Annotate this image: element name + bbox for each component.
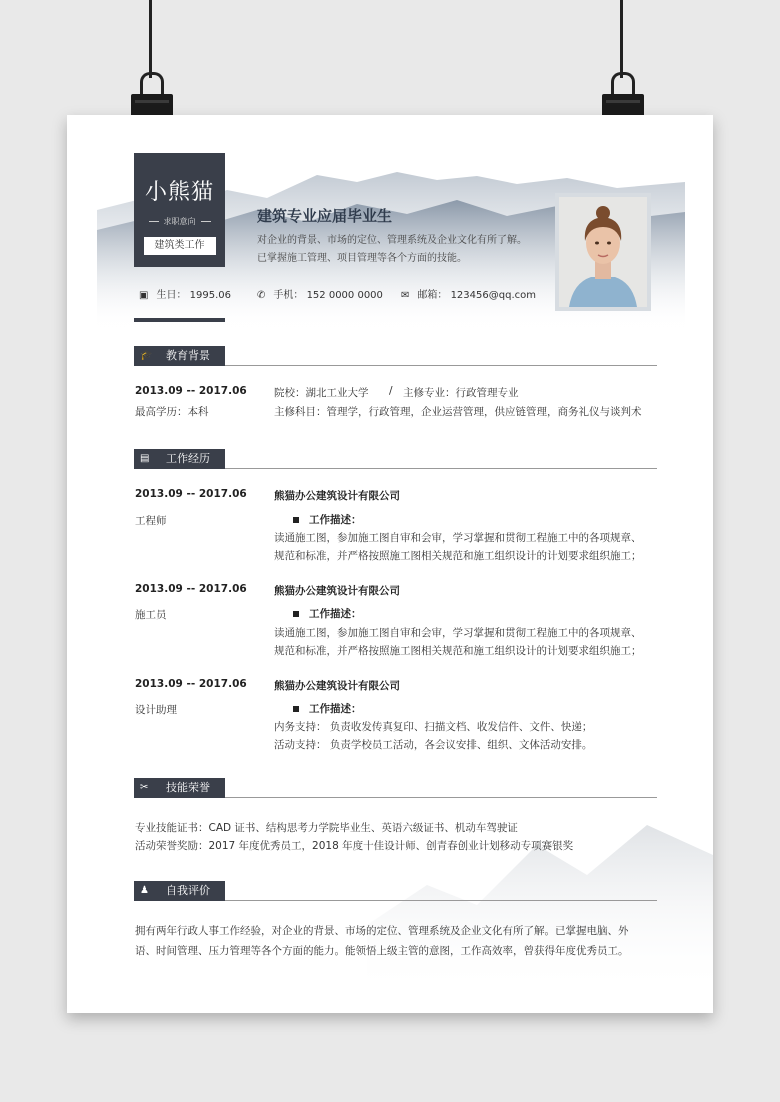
person-icon: ♟ (140, 885, 149, 896)
resume-paper (67, 115, 713, 1013)
candidate-name: 小熊猫 (144, 180, 214, 205)
edu-sep: / (389, 385, 393, 397)
job-company: 熊猫办公建筑设计有限公司 (274, 585, 400, 597)
bullet-icon (293, 706, 299, 712)
edu-degree: 最高学历：本科 (135, 406, 209, 418)
section-title: 工作经历 (166, 452, 210, 465)
job-company: 熊猫办公建筑设计有限公司 (274, 680, 400, 692)
self-line: 语、时间管理、压力管理等各个方面的能力。能领悟上级主管的意图，工作高效率，曾获得年度优秀员工。 (135, 945, 629, 957)
job-date: 2013.09 -- 2017.06 (135, 678, 247, 690)
edu-school: 院校：湖北工业大学 (274, 387, 369, 399)
job-desc-line: 读通施工图，参加施工图自审和会审，学习掌握和贯彻工程施工中的各项规章、 (274, 532, 642, 544)
graduation-cap-icon: 🎓 (140, 350, 153, 361)
job-desc-title: 工作描述： (293, 606, 362, 621)
job-date: 2013.09 -- 2017.06 (135, 583, 247, 595)
edu-major: 主修专业：行政管理专业 (403, 387, 519, 399)
job-desc-title: 工作描述： (293, 512, 362, 527)
bullet-icon (293, 517, 299, 523)
section-title: 技能荣誉 (166, 781, 210, 794)
bullet-icon (293, 611, 299, 617)
self-line: 拥有两年行政人事工作经验，对企业的背景、市场的定位、管理系统及企业文化有所了解。已掌握电脑、外 (135, 925, 629, 937)
phone-info: ✆ 手机： 152 0000 0000 (257, 290, 383, 301)
phone-icon: ✆ (257, 290, 266, 301)
job-company: 熊猫办公建筑设计有限公司 (274, 490, 400, 502)
section-title: 自我评价 (166, 884, 210, 897)
edu-date: 2013.09 -- 2017.06 (135, 385, 247, 397)
job-date: 2013.09 -- 2017.06 (135, 488, 247, 500)
job-intent-label: 求职意向 (134, 216, 225, 227)
birth-info: ▣ 生日： 1995.06 (139, 290, 231, 301)
job-desc-line: 内务支持： 负责收发传真复印、扫描文档、收发信件、文件、快递； (274, 721, 593, 733)
divider-bar (134, 318, 225, 322)
briefcase-icon: ▤ (140, 453, 150, 464)
job-desc-line: 读通施工图，参加施工图自审和会审，学习掌握和贯彻工程施工中的各项规章、 (274, 627, 642, 639)
summary: 对企业的背景、市场的定位、管理系统及企业文化有所了解。已掌握施工管理、项目管理等各个方面的技能。 (257, 235, 527, 264)
headline: 建筑专业应届毕业生 (257, 207, 393, 225)
job-role: 工程师 (135, 515, 167, 527)
job-role: 设计助理 (135, 704, 177, 716)
email-info: ✉ 邮箱： 123456@qq.com (401, 290, 536, 301)
job-desc-line: 活动支持： 负责学校员工活动，各会议安排、组织、文体活动安排。 (274, 739, 593, 751)
calendar-icon: ▣ (139, 290, 149, 301)
job-intent-value: 建筑类工作 (144, 237, 216, 255)
edu-courses: 主修科目：管理学，行政管理，企业运营管理，供应链管理，商务礼仪与谈判术 (274, 406, 642, 418)
job-desc-line: 规范和标准，并严格按照施工图相关规范和施工组织设计的计划要求组织施工； (274, 550, 642, 562)
mail-icon: ✉ (401, 290, 410, 301)
tools-icon: ✂ (140, 782, 149, 793)
section-title: 教育背景 (166, 349, 210, 362)
profile-photo (555, 193, 651, 311)
job-role: 施工员 (135, 609, 167, 621)
job-desc-line: 规范和标准，并严格按照施工图相关规范和施工组织设计的计划要求组织施工； (274, 645, 642, 657)
name-box (134, 153, 225, 267)
skill-line: 活动荣誉奖励：2017 年度优秀员工，2018 年度十佳设计师、创青春创业计划移动专项赛银奖 (135, 840, 574, 852)
portrait-image (559, 197, 647, 307)
skill-line: 专业技能证书：CAD 证书、结构思考力学院毕业生、英语六级证书、机动车驾驶证 (135, 822, 518, 834)
job-desc-title: 工作描述： (293, 701, 362, 716)
